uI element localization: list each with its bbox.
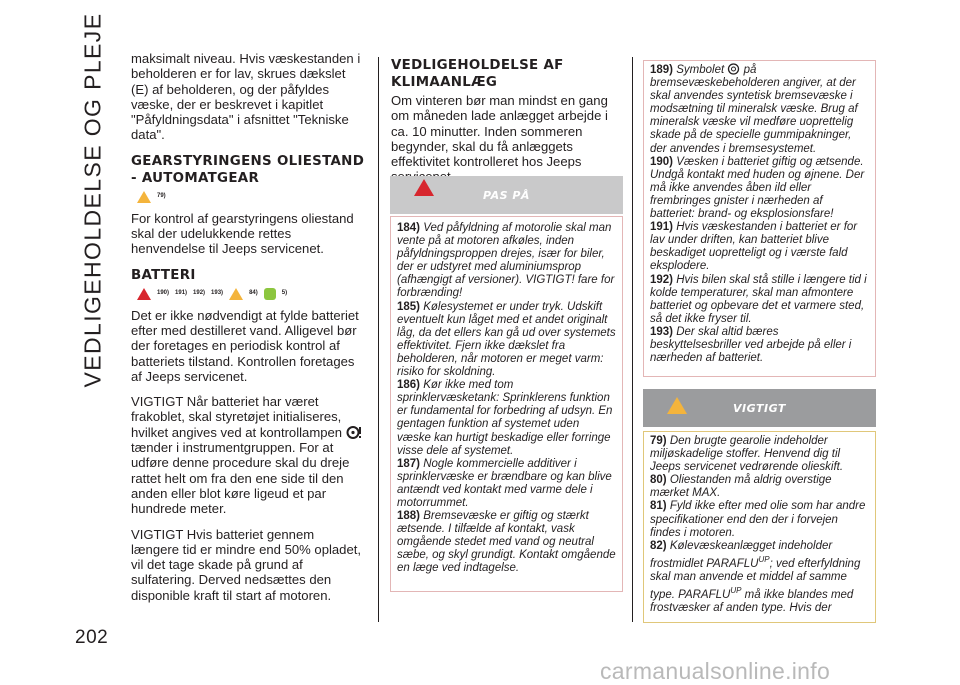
warning-item: 192) Hvis bilen skal stå stille i længere tid i kolde temperaturer, skal man afmontere batteriet og opbevare det et varmere sted, så det ikke fryser til. [650,273,867,325]
side-title-text: VEDLIGEHOLDELSE OG PLEJE [79,12,106,388]
pas-pa-box [390,216,623,592]
ref-link[interactable]: 190) [157,290,170,297]
pas-pa-box-continued [643,60,876,377]
warning-triangle-icon [137,191,151,203]
note-item: 81) Fyld ikke efter med olie som har andre specifikationer end den der i forvejen findes i motoren. [650,500,866,539]
gear-references [137,189,365,205]
pas-pa-title: PAS PÅ [483,188,530,202]
warning-item: 190) Væsken i batteriet giftig og ætsende. Undgå kontakt med huden og øjnene. Der må ikke anvendes åben ild eller frembringes gnister i nærheden af batteriet: brand- og eksplosionsfare! [650,155,865,221]
note-item: 80) Oliestanden må aldrig overstige mærket MAX. [650,474,832,500]
column-1 [131,51,365,613]
vigtigt-box [643,431,876,623]
warning-item: 185) Kølesystemet er under tryk. Udskift eventuelt kun låget med et andet originalt låg, da det ellers kan gå ud over systemets effektivitet. Fjern ikke dækslet fra beholderen, når motoren er meget varm: risiko for skoldning. [397,300,616,379]
danger-triangle-icon [137,288,151,300]
ref-link[interactable]: 79) [157,193,166,200]
warning-item: 187) Nogle kommercielle additiver i sprinklervæske er brændbare og kan blive antændt ved kontakt med varme dele i motorrummet. [397,457,612,509]
environment-icon [264,288,276,300]
vigtigt-title: VIGTIGT [733,401,786,415]
column-divider [632,57,633,622]
warning-item: 188) Bremsevæske er giftig og stærkt ætsende. I tilfælde af kontakt, vask omgående stedet med vand og neutral sæbe, og skyl grundigt. Kontakt omgående en læge ved indtagelse. [397,510,616,575]
car-warning-icon [667,397,687,414]
batteri-paragraph-3: VIGTIGT Hvis batteriet gennem længere tid er mindre end 50% opladet, vil det tage skade på grund af sulfatering. Derved nedsættes den disponible kraft til start af motoren. [131,526,362,603]
ref-link[interactable]: 84) [249,290,258,297]
warning-item: 193) Der skal altid bæres beskyttelsesbriller ved arbejde på eller i nærheden af batteriet. [650,325,852,365]
ref-link[interactable]: 192) [193,290,206,297]
warning-item: 186) Kør ikke med tom sprinklervæsketank: Sprinklerens funktion er fundamental for forbedring af udsyn. En gentagen funktion af systemet uden væske kan hurtigt beskadige eller forringe visse dele af systemet. [397,379,613,457]
warning-item: 191) Hvis væskestanden i batteriet er for lav under driften, kan batteriet blive beskadiget uopretteligt og i værste fald eksplodere. [650,221,858,273]
ref-link[interactable]: 5) [281,290,288,297]
batteri-paragraph-2: VIGTIGT Når batteriet har været frakoblet, skal styretøjet initialiseres, hvilket angives ved at kontrollampen tænder i instrumentgruppen. For at udføre denne procedure skal du dreje rattet helt om fra den ene side til den anden eller blot køre ligeud et par hundrede meter. [131,394,365,516]
watermark: carmanualsonline.info [600,658,831,684]
side-title [63,12,123,388]
page-number: 202 [75,627,109,648]
column-divider [378,57,379,622]
klima-paragraph: Om vinteren bør man mindst en gang om måneden lade anlægget arbejde i ca. 10 minutter. Inden sommeren begynder, skal du få anlæggets effektivitet kontrolleret hos Jeeps [391,93,608,170]
warning-item: 189) Symbolet på bremsevæskebeholderen angiver, at der skal anvendes syntetisk bremsevæske i modsætning til mineralsk væske. Brug af mineralsk væske vil medføre uoprettelig skade på de specielle gummipakninger, der anvendes i bremsesystemet. [650,64,858,155]
ref-link[interactable]: 191) [175,290,188,297]
warning-triangle-icon [229,288,243,300]
pas-pa-bar [390,176,623,214]
note-item: 79) Den brugte gearolie indeholder miljøskadelige stoffer. Henvend dig til Jeeps servicenet vedrørende olieskift. [650,435,844,474]
batteri-paragraph-1: Det er ikke nødvendigt at fylde batteriet efter med destilleret vand. Alligevel bør der foretages en periodisk kontrol af batteriets tilstand. Kontrollen foretages af Jeeps servicenet. [131,307,359,384]
note-item: 82) Kølevæskeanlægget indeholder frostmidlet $PARAFLU^{UP}$; ved efterfyldning skal man anvende et middel af samme type. $PARAFLU^{UP}$ må ikke blandes med frostvæsker af anden type. Hvis der [650,539,861,614]
heading-batteri: BATTERI [131,267,196,283]
synthetic-brake-fluid-icon [727,63,740,75]
heading-gear: GEARSTYRINGENS OLIESTAND - AUTOMATGEAR [131,153,365,186]
vigtigt-bar [643,389,876,427]
gear-paragraph: For kontrol af gearstyringens oliestand skal der udelukkende rettes henvendelse til Jeeps servicenet. [131,210,354,257]
intro-paragraph: maksimalt niveau. Hvis væskestanden i beholderen er for lav, skrues dækslet (E) af beholderen, og der påfyldes væske, der er beskrevet i kapitlet "Påfyldningsdata" i afsnittet "Tekniske data". [131,51,361,143]
heading-klima: VEDLIGEHOLDELSE AF KLIMAANLÆG [391,58,564,90]
ref-link[interactable]: 193) [211,290,224,297]
steering-warning-lamp-icon [346,426,362,439]
column-2 [391,57,623,195]
batteri-references [137,286,365,302]
danger-triangle-icon [414,179,434,196]
warning-item: 184) Ved påfyldning af motorolie skal man vente på at motoren afkøles, inden påfyldningsproppen drejes, især for biler, der er udstyret med aluminiumsprop (afhængigt af versioner). VIGTIGT! fare for forbrænding! [397,222,615,300]
